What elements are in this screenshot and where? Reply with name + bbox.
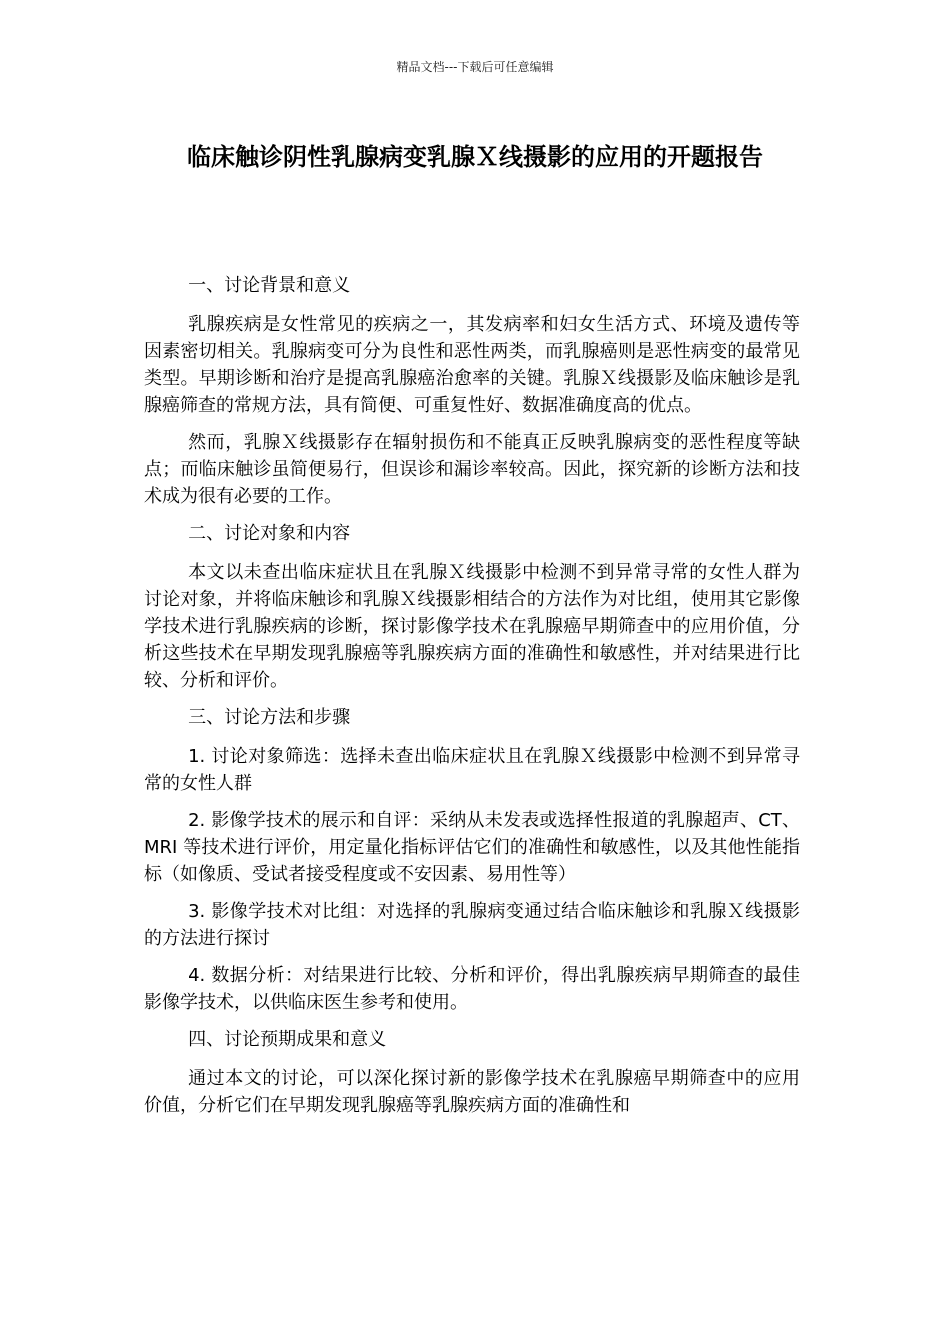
paragraph-subjects: 本文以未查出临床症状且在乳腺Ｘ线摄影中检测不到异常寻常的女性人群为讨论对象，并将临床触诊和乳腺Ｘ线摄影相结合的方法作为对比组，使用其它影像学技术进行乳腺疾病的诊断，探讨影像学技术在乳腺癌早期筛查中的应用价值，分析这些技术在早期发现乳腺癌等乳腺疾病方面的准确性和敏感性，并对结果进行比较、分析和评价。 bbox=[144, 562, 800, 691]
section-heading-subjects: 二、讨论对象和内容 bbox=[188, 523, 351, 544]
paragraph-outcomes: 通过本文的讨论，可以深化探讨新的影像学技术在乳腺癌早期筛查中的应用价值，分析它们在早期发现乳腺癌等乳腺疾病方面的准确性和 bbox=[144, 1068, 800, 1116]
document-title: 临床触诊阴性乳腺病变乳腺Ｘ线摄影的应用的开题报告 bbox=[187, 143, 763, 171]
section-heading-methods: 三、讨论方法和步骤 bbox=[188, 707, 351, 728]
method-step-2: 2. 影像学技术的展示和自评：采纳从未发表或选择性报道的乳腺超声、CT、MRI 等技术进行评价，用定量化指标评估它们的准确性和敏感性，以及其他性能指标（如像质、受试者接受程度或不安因素、易用性等） bbox=[144, 810, 800, 885]
method-step-3: 3. 影像学技术对比组：对选择的乳腺病变通过结合临床触诊和乳腺Ｘ线摄影的方法进行探讨 bbox=[144, 901, 800, 949]
method-step-4: 4. 数据分析：对结果进行比较、分析和评价，得出乳腺疾病早期筛查的最佳影像学技术，以供临床医生参考和使用。 bbox=[144, 965, 800, 1013]
header-note: 精品文档---下载后可任意编辑 bbox=[396, 60, 554, 74]
paragraph-background-2: 然而，乳腺Ｘ线摄影存在辐射损伤和不能真正反映乳腺病变的恶性程度等缺点；而临床触诊虽简便易行，但误诊和漏诊率较高。因此，探究新的诊断方法和技术成为很有必要的工作。 bbox=[144, 432, 800, 507]
section-heading-outcomes: 四、讨论预期成果和意义 bbox=[188, 1029, 387, 1050]
paragraph-background-1: 乳腺疾病是女性常见的疾病之一，其发病率和妇女生活方式、环境及遗传等因素密切相关。乳腺病变可分为良性和恶性两类，而乳腺癌则是恶性病变的最常见类型。早期诊断和治疗是提高乳腺癌治愈率的关键。乳腺Ｘ线摄影及临床触诊是乳腺癌筛查的常规方法，具有简便、可重复性好、数据准确度高的优点。 bbox=[144, 314, 800, 416]
document-body bbox=[144, 272, 800, 1129]
method-step-1: 1. 讨论对象筛选：选择未查出临床症状且在乳腺Ｘ线摄影中检测不到异常寻常的女性人群 bbox=[144, 746, 800, 794]
section-heading-background: 一、讨论背景和意义 bbox=[188, 275, 351, 296]
